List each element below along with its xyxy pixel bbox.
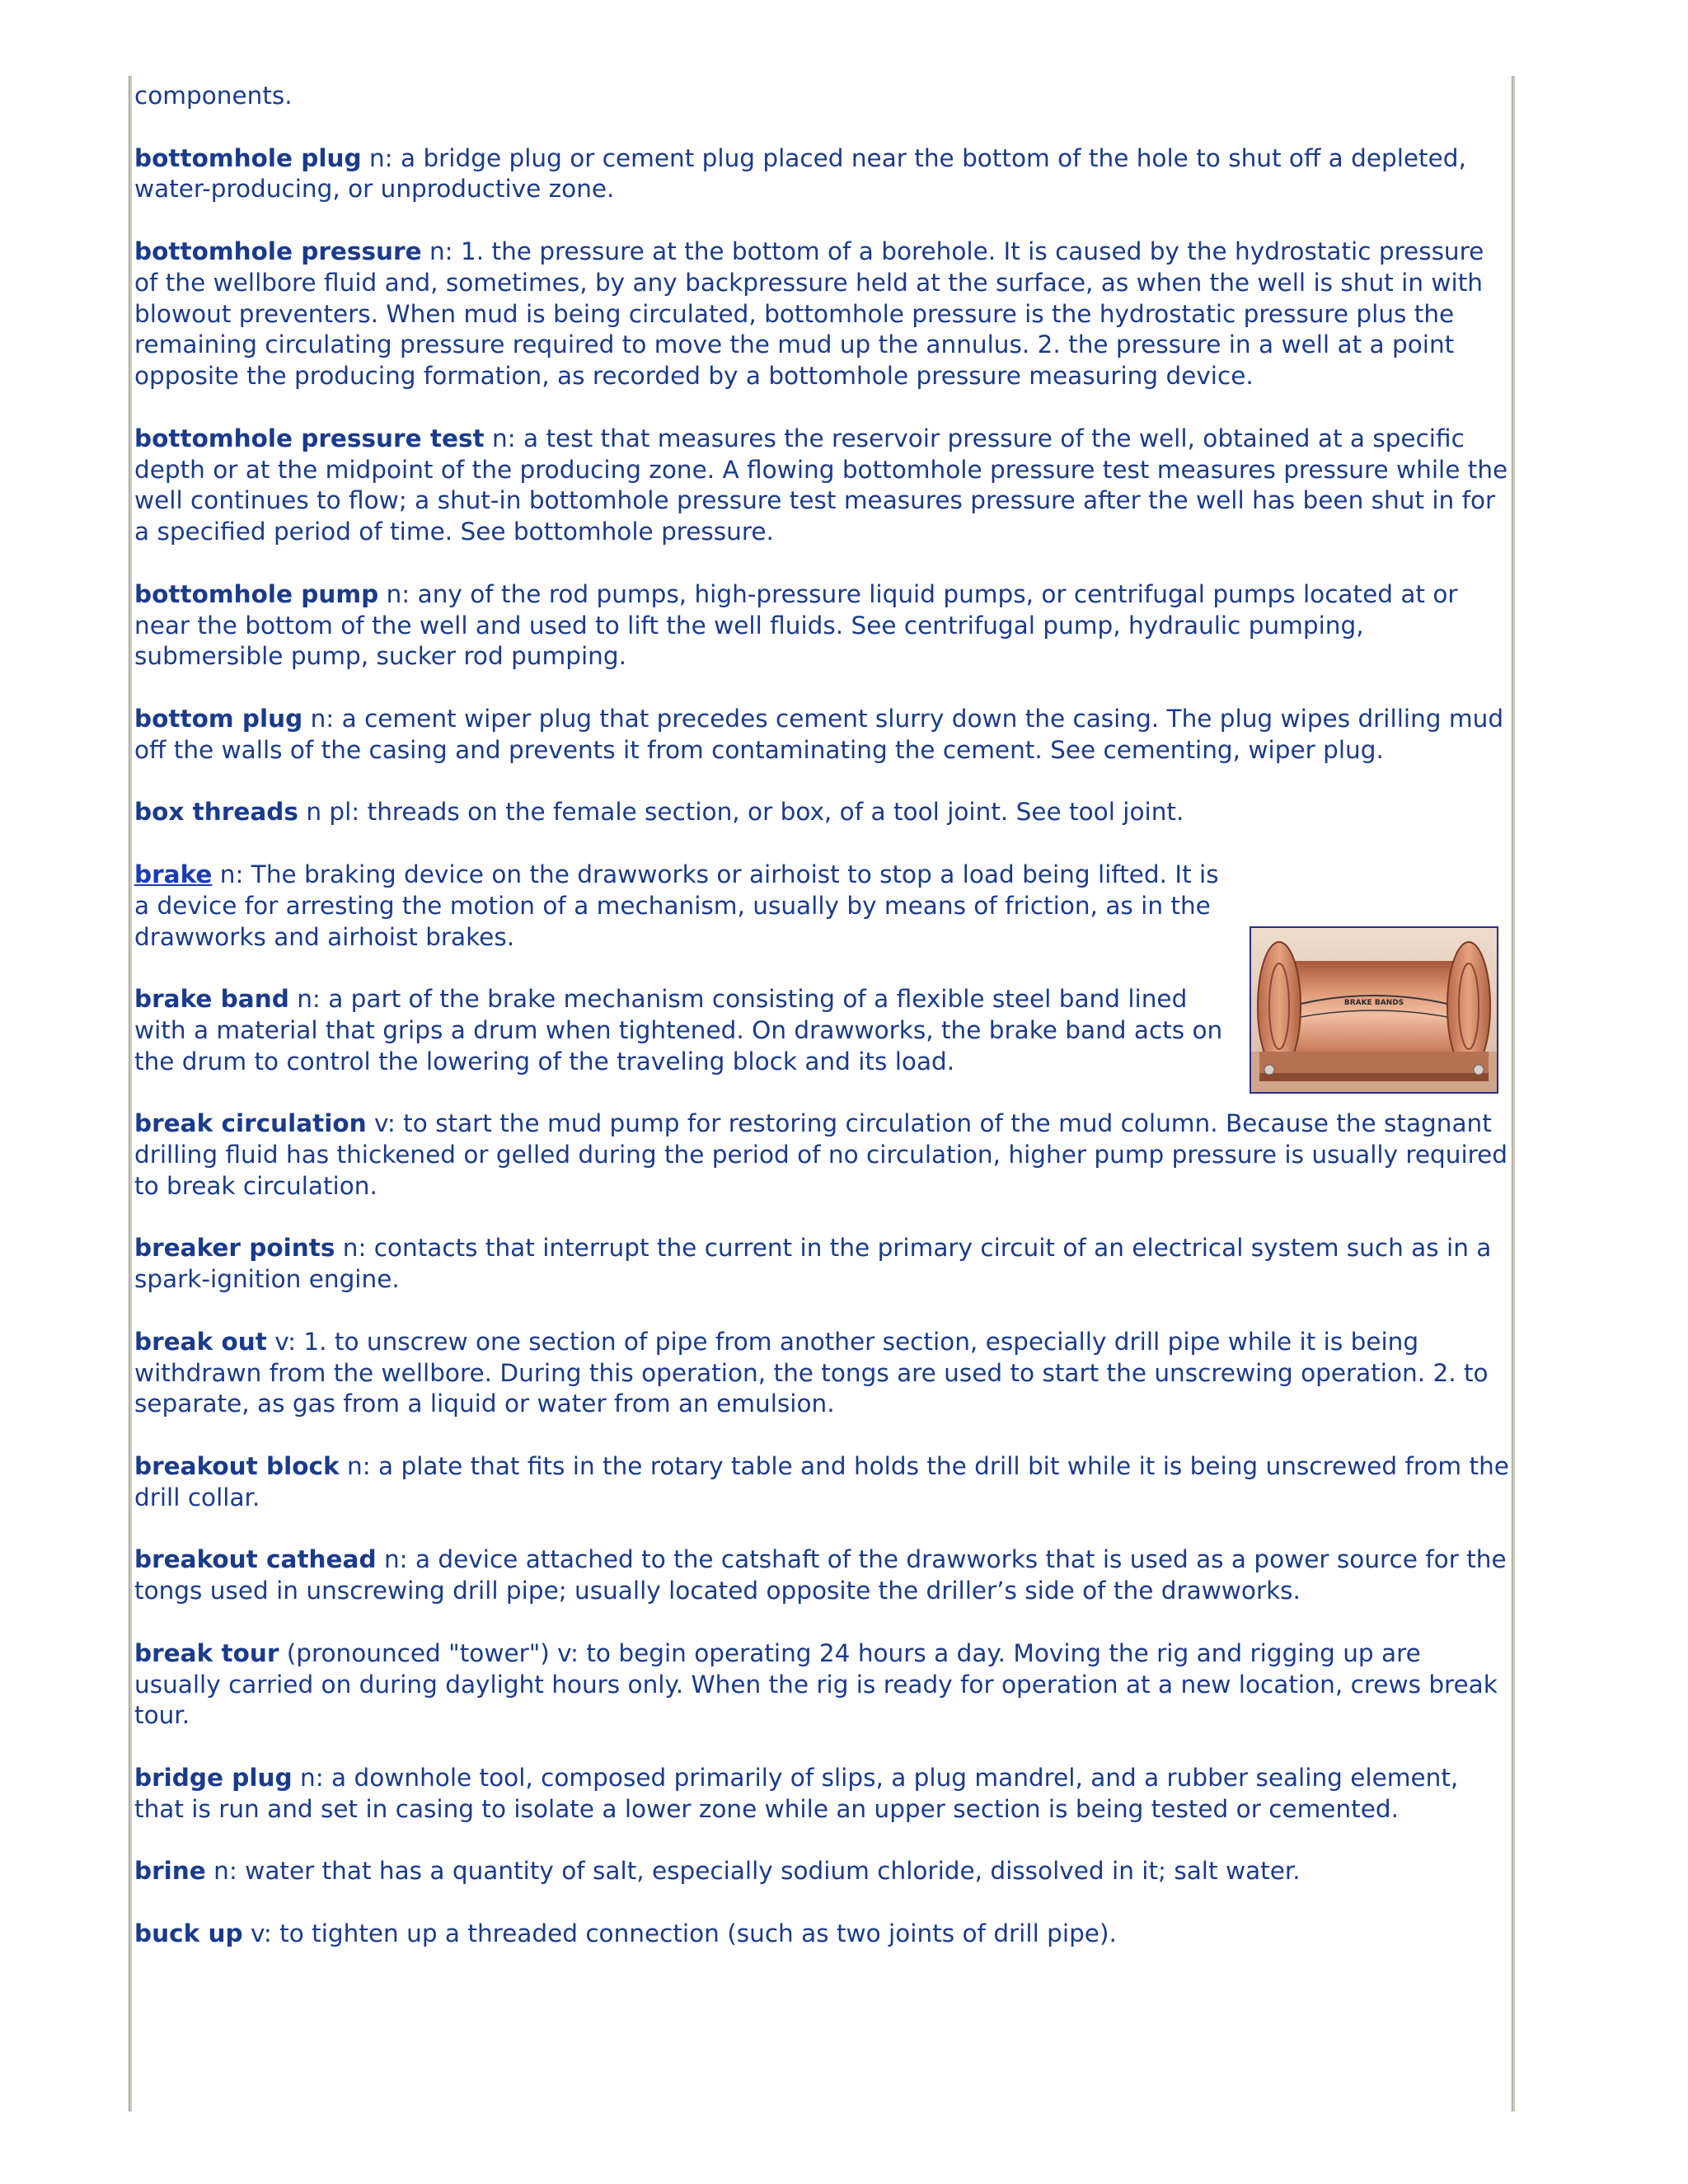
term: bottomhole plug (134, 143, 362, 172)
definition: n: a part of the brake mechanism consisting of a flexible steel band lined with a material that grips a drum when tightened. On drawworks, the brake band acts on the drum to control the lowering of the traveling block and its load. (134, 985, 1223, 1076)
brake-link[interactable]: brake (134, 860, 213, 888)
term: bottomhole pressure test (134, 424, 485, 452)
entry-brake (134, 860, 1231, 953)
entry-brine (134, 1856, 1509, 1887)
term: break tour (134, 1638, 279, 1667)
term: break circulation (134, 1109, 367, 1138)
term: brine (134, 1857, 206, 1886)
entry-breaker-points (134, 1233, 1509, 1296)
entry-brake-band (134, 984, 1231, 1077)
entry-break-tour (134, 1638, 1509, 1732)
term: box threads (134, 798, 298, 827)
definition: n: a downhole tool, composed primarily of slips, a plug mandrel, and a rubber sealing element, that is run and set in casing to isolate a lower zone while an upper section is being tested or cemented. (134, 1764, 1459, 1823)
definition: n: 1. the pressure at the bottom of a borehole. It is caused by the hydrostatic pressure of the wellbore fluid and, sometimes, by any backpressure held at the surface, as when the well is shut in with blowout preventers. When mud is being circulated, bottomhole pressure is the hydrostatic pressure plus the remaining circulating pressure required to move the mud up the annulus. 2. the pressure in a well at a point opposite the producing formation, as recorded by a bottomhole pressure measuring device. (134, 237, 1484, 391)
term: bottomhole pressure (134, 237, 422, 265)
brake-drum-illustration (1251, 928, 1497, 1092)
entry-breakout-block (134, 1451, 1509, 1514)
term: bridge plug (134, 1764, 293, 1793)
term: breakout cathead (134, 1545, 377, 1574)
entry-bottomhole-pressure-test (134, 424, 1509, 548)
definition: n: a test that measures the reservoir pressure of the well, obtained at a specific depth or at the midpoint of the producing zone. A flowing bottomhole pressure test measures pressure while the well continues to flow; a shut-in bottomhole pressure test measures pressure after the well has been shut in for a specified period of time. See bottomhole pressure. (134, 424, 1508, 546)
entry-break-circulation (134, 1108, 1509, 1202)
term: bottom plug (134, 704, 303, 733)
definition: v: to tighten up a threaded connection (such as two joints of drill pipe). (242, 1919, 1117, 1948)
term: bottomhole pump (134, 579, 379, 608)
entry-bottomhole-pressure (134, 237, 1509, 392)
definition: n: a cement wiper plug that precedes cement slurry down the casing. The plug wipes drilling mud off the walls of the casing and prevents it from contaminating the cement. See cementing, wiper plug. (134, 704, 1504, 764)
entry-bottom-plug (134, 704, 1509, 766)
definition: (pronounced "tower") v: to begin operating 24 hours a day. Moving the rig and rigging up are usually carried on during daylight hours only. When the rig is ready for operation at a new location, crews break tour. (134, 1638, 1498, 1730)
definition: n: contacts that interrupt the current in the primary circuit of an electrical system such as in a spark-ignition engine. (134, 1234, 1492, 1294)
brake-bands-label: BRAKE BANDS (1343, 999, 1404, 1007)
definition: n: a bridge plug or cement plug placed near the bottom of the hole to shut off a depleted, water-producing, or unproductive zone. (134, 143, 1466, 204)
entry-box-threads (134, 797, 1509, 828)
term: brake band (134, 985, 289, 1014)
definition: n: The braking device on the drawworks or airhoist to stop a load being lifted. It is a device for arresting the motion of a mechanism, usually by means of friction, as in the drawworks and airhoist brakes. (134, 860, 1219, 951)
lead-text: components. (134, 82, 293, 110)
definition: n: a device attached to the catshaft of the drawworks that is used as a power source for the tongs used in unscrewing drill pipe; usually located opposite the driller’s side of the drawworks. (134, 1545, 1507, 1605)
definition: v: 1. to unscrew one section of pipe from another section, especially drill pipe while it is being withdrawn from the wellbore. During this operation, the tongs are used to start the unscrewing operation. 2. to separate, as gas from a liquid or water from an emulsion. (134, 1327, 1489, 1418)
term: breaker points (134, 1234, 335, 1263)
entry-buck-up (134, 1919, 1509, 1950)
entry-bottomhole-pump (134, 579, 1509, 673)
left-border-line (129, 76, 132, 2111)
definition: n: a plate that fits in the rotary table and holds the drill bit while it is being unscrewed from the drill collar. (134, 1452, 1509, 1511)
definition: n pl: threads on the female section, or box, of a tool joint. See tool joint. (298, 798, 1184, 827)
term: breakout block (134, 1452, 340, 1481)
definition: n: water that has a quantity of salt, especially sodium chloride, dissolved in it; salt water. (205, 1857, 1301, 1886)
entry-bridge-plug (134, 1763, 1509, 1825)
definition: n: any of the rod pumps, high-pressure liquid pumps, or centrifugal pumps located at or near the bottom of the well and used to lift the well fluids. See centrifugal pump, hydraulic pumping, submersible pump, sucker rod pumping. (134, 579, 1458, 671)
term: break out (134, 1327, 267, 1356)
brake-bands-photo[interactable] (1250, 926, 1498, 1094)
definition: v: to start the mud pump for restoring circulation of the mud column. Because the stagnant drilling fluid has thickened or gelled during the period of no circulation, higher pump pressure is usually required to break circulation. (134, 1109, 1508, 1200)
entry-bottomhole-plug (134, 143, 1509, 206)
right-border-line (1512, 76, 1515, 2111)
entry-break-out (134, 1327, 1509, 1420)
term: buck up (134, 1919, 243, 1948)
entry-breakout-cathead (134, 1544, 1509, 1607)
